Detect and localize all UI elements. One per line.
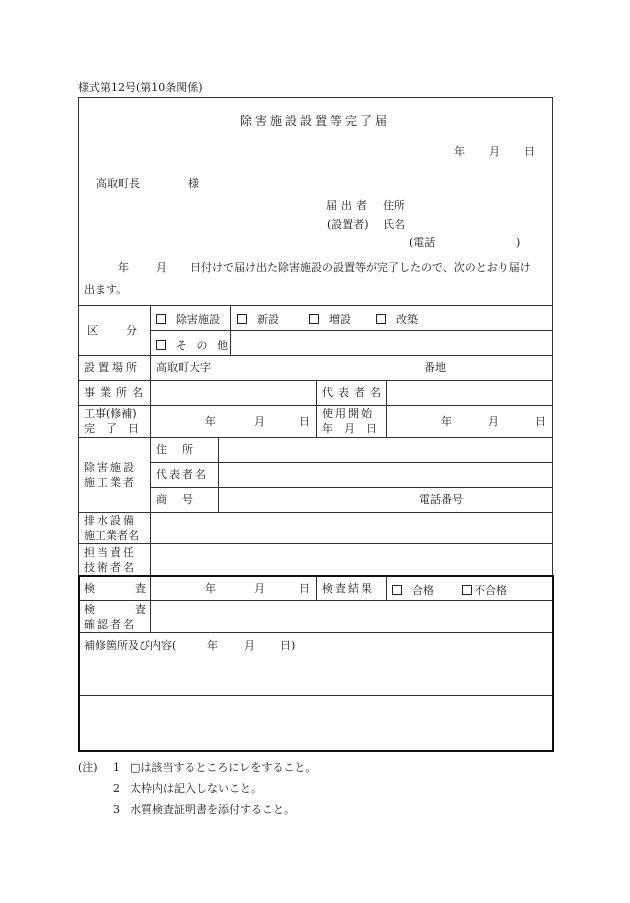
- checkbox-other[interactable]: そ の 他: [156, 337, 231, 353]
- drain-label-1: 排水設備: [84, 514, 136, 527]
- note-2-text: 太枠内は記入しないこと。: [130, 782, 262, 795]
- form-title: 除害施設設置等完了届: [240, 114, 391, 128]
- repair-day: 日): [280, 639, 296, 652]
- completion-year[interactable]: 年: [205, 415, 216, 428]
- inspection-label: 検 査: [84, 582, 152, 595]
- start-month[interactable]: 月: [488, 415, 499, 428]
- start-year[interactable]: 年: [441, 415, 452, 428]
- confirmer-label-1: 検 査: [84, 603, 152, 616]
- office-use-frame: [78, 575, 554, 752]
- checkbox-icon[interactable]: [156, 340, 166, 350]
- checkbox-icon[interactable]: [376, 314, 386, 324]
- applicant-role-label: (設置者): [327, 218, 369, 231]
- notes-prefix: (注): [78, 761, 98, 774]
- inspection-result-label: 検査結果: [322, 582, 374, 595]
- completion-month[interactable]: 月: [254, 415, 265, 428]
- submit-month[interactable]: 月: [489, 145, 500, 158]
- note-2-num: 2: [113, 782, 120, 795]
- checkbox-icon[interactable]: [156, 314, 166, 324]
- intro-text: 日付けで届け出た除害施設の設置等が完了したので、次のとおり届け: [190, 261, 531, 274]
- inspection-day: 日: [299, 582, 310, 595]
- start-label-2: 年 月 日: [322, 422, 377, 435]
- intro-month: 月: [156, 261, 167, 274]
- checkbox-icon: [392, 585, 402, 595]
- submit-year[interactable]: 年: [454, 145, 465, 158]
- checkbox-expand[interactable]: 増設: [309, 311, 351, 327]
- completion-label-1: 工事(修補): [84, 407, 137, 420]
- location-suffix: 番地: [424, 361, 446, 374]
- location-label: 設置場所: [84, 361, 140, 374]
- checkbox-icon[interactable]: [237, 314, 247, 324]
- start-day[interactable]: 日: [535, 415, 546, 428]
- inspection-year: 年: [205, 582, 216, 595]
- repair-month: 月: [244, 639, 255, 652]
- engineer-label-1: 担当責任: [84, 546, 136, 559]
- intro-year: 年: [118, 261, 129, 274]
- location-prefix[interactable]: 高取町大字: [156, 361, 211, 374]
- note-1-text: □は該当するところにレをすること。: [130, 761, 317, 774]
- addressee-honorific: 様: [188, 177, 199, 190]
- contractor-label-1: 除害施設: [84, 461, 136, 474]
- repair-label: 補修箇所及び内容(: [84, 639, 177, 652]
- confirmer-label-2: 確認者名: [84, 618, 136, 631]
- checkbox-icon: [462, 585, 472, 595]
- inspection-month: 月: [254, 582, 265, 595]
- completion-label-2: 完 了 日: [84, 422, 139, 435]
- contractor-tel-label: 電話番号: [419, 493, 463, 506]
- contractor-label-2: 施工業者: [84, 476, 136, 489]
- addressee-name: 高取町長: [96, 177, 140, 190]
- contractor-address-label: 住 所: [156, 443, 195, 456]
- drain-label-2: 施工業者名: [84, 529, 139, 542]
- office-rep-label: 代表者名: [322, 386, 386, 399]
- checkbox-fail: 不合格: [462, 582, 507, 598]
- applicant-tel-label[interactable]: (電話: [409, 236, 436, 249]
- applicant-name-label[interactable]: 氏名: [383, 218, 405, 231]
- applicant-address-label[interactable]: 住所: [383, 199, 405, 212]
- completion-day[interactable]: 日: [299, 415, 310, 428]
- kubun-label: 区 分: [87, 324, 139, 337]
- note-1-num: 1: [113, 761, 120, 774]
- intro-text-line2: 出ます。: [84, 283, 128, 296]
- form-number: 様式第12号(第10条関係): [78, 81, 203, 94]
- submit-day[interactable]: 日: [524, 145, 535, 158]
- checkbox-jogai[interactable]: 除害施設: [156, 311, 220, 327]
- applicant-tel-close: ): [516, 236, 521, 249]
- checkbox-new[interactable]: 新設: [237, 311, 279, 327]
- note-3-num: 3: [113, 803, 120, 816]
- checkbox-icon[interactable]: [309, 314, 319, 324]
- office-label: 事業所名: [84, 386, 148, 399]
- note-3-text: 水質検査証明書を添付すること。: [130, 803, 295, 816]
- contractor-rep-label: 代表者名: [156, 468, 208, 481]
- engineer-label-2: 技術者名: [84, 561, 136, 574]
- checkbox-rebuild[interactable]: 改築: [376, 311, 418, 327]
- applicant-label: 届出者: [326, 199, 371, 212]
- checkbox-pass: 合格: [392, 582, 434, 598]
- start-label-1: 使用開始: [322, 407, 374, 420]
- contractor-trade-label: 商 号: [156, 493, 195, 506]
- repair-year: 年: [207, 639, 218, 652]
